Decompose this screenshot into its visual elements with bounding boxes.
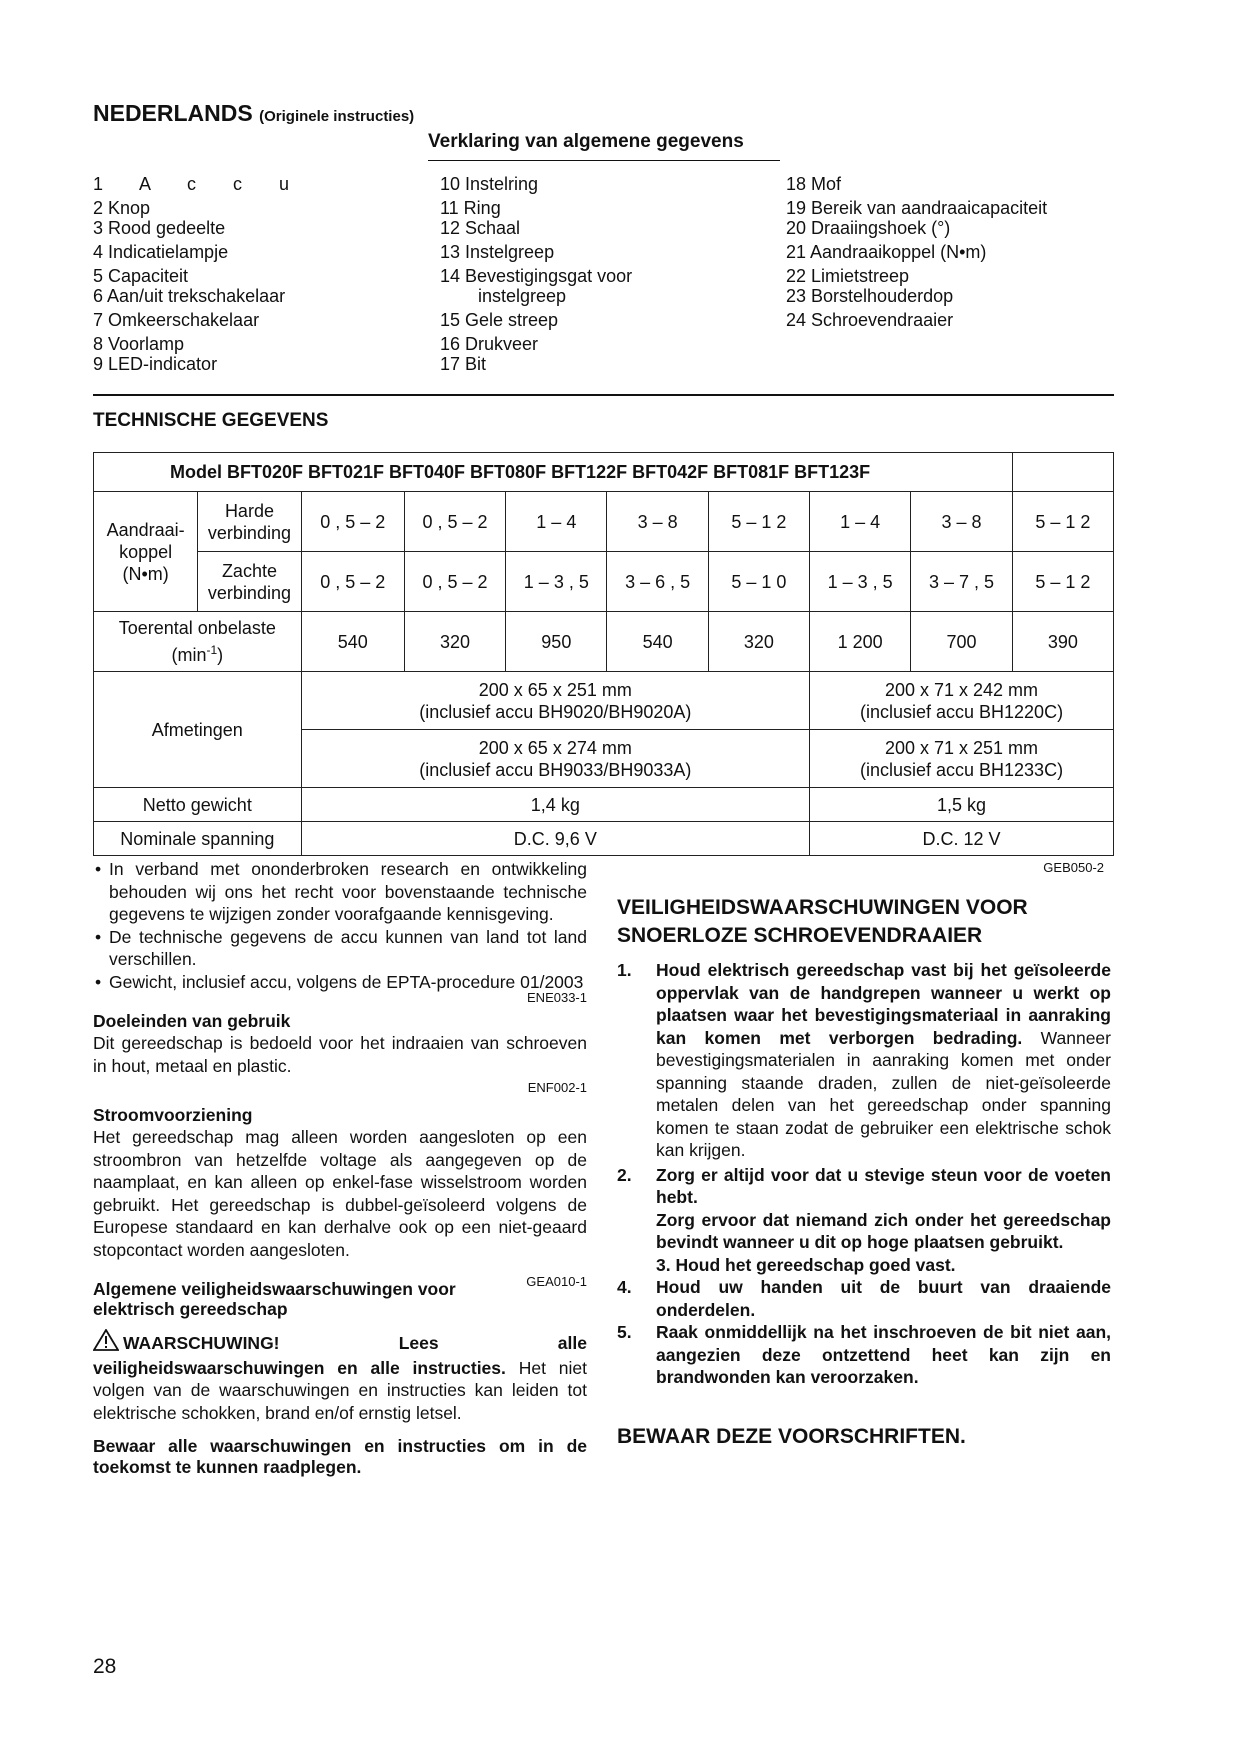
legend-item: instelgreep [478, 286, 567, 306]
list-item: • De technische gegevens de accu kunnen van land tot land verschillen. [93, 926, 587, 971]
legend-item: 23 Borstelhouderdop [786, 286, 954, 306]
hard-value: 3 – 8 [607, 492, 708, 552]
legend-item: 11 Ring [440, 198, 501, 218]
weight-value: 1,4 kg [301, 788, 809, 822]
list-item: • In verband met ononderbroken research en ontwikkeling behouden wij ons het recht voor bovenstaande technische gegevens te wijzigen zonder voorafgaande kennisgeving. [93, 858, 587, 926]
hard-value: 1 – 4 [810, 492, 911, 552]
power-text: Het gereedschap mag alleen worden aangesloten op een stroombron van hetzelfde voltage als aangegeven op de naamplaat, en kan alleen op enkel-fase wisselstroom worden gebruikt. Het gereedschap is dubbel-geïsoleerd volgens de Europese standaard en kan derhalve ook op een niet-geaard stopcontact worden aangesloten. [93, 1127, 587, 1260]
legend-column-3 [786, 174, 1047, 330]
page-title [93, 100, 414, 127]
dimensions-battery: (inclusief accu BH1233C) [859, 759, 1064, 780]
page-number: 28 [93, 1655, 117, 1678]
speed-label-text: Toerental onbelaste [118, 618, 276, 638]
item-bold: Zorg ervoor dat niemand zich onder het gereedschap bevindt wanneer u dit op hoge plaatsen gebruikt. [656, 1209, 1111, 1252]
dimensions-size: 200 x 71 x 251 mm [884, 737, 1039, 758]
item-number: 3. [656, 1254, 671, 1275]
hard-label: Harde verbinding [198, 492, 301, 552]
legend-divider [428, 160, 780, 161]
hard-value: 1 – 4 [506, 492, 607, 552]
soft-value: 0 , 5 – 2 [301, 552, 404, 612]
dimensions-value [301, 730, 809, 788]
weight-value: 1,5 kg [810, 788, 1114, 822]
soft-value: 0 , 5 – 2 [404, 552, 505, 612]
voltage-row [94, 822, 1114, 856]
use-title: Doeleinden van gebruik [93, 1010, 291, 1031]
speed-value: 540 [607, 612, 708, 672]
list-item [617, 1321, 1111, 1389]
warning-text: Het niet volgen van de waarschuwingen en instructies kan leiden tot elektrische schokken, brand en/of ernstig letsel. [93, 1357, 587, 1423]
warning-bold: WAARSCHUWING! Lees alle veiligheidswaarschuwingen en alle instructies. [93, 1333, 587, 1378]
legend-item: 3 Rood gedeelte [93, 218, 226, 238]
item-number: 1. [617, 960, 632, 980]
soft-value: 1 – 3 , 5 [810, 552, 911, 612]
list-item: • Gewicht, inclusief accu, volgens de EPTA-procedure 01/2003 [93, 971, 587, 994]
reference-code: ENF002-1 [527, 1080, 587, 1095]
dimensions-value [810, 672, 1114, 730]
legend-item: 17 Bit [440, 354, 487, 374]
spec-table [93, 452, 1114, 856]
model-header: Model BFT020F BFT021F BFT040F BFT080F BFT122F BFT042F BFT081F BFT123F [94, 453, 1013, 492]
legend-column-2 [440, 174, 632, 374]
dimensions-battery: (inclusief accu BH1220C) [859, 701, 1064, 722]
reference-code: GEA010-1 [526, 1274, 587, 1289]
item-number: 4. [617, 1277, 632, 1297]
legend-column-1 [93, 174, 305, 374]
legend-item: 16 Drukveer [440, 334, 539, 354]
dimensions-row-1 [94, 672, 1114, 730]
hard-value: 3 – 8 [911, 492, 1012, 552]
legend-item: 19 Bereik van aandraaicapaciteit [786, 198, 1048, 218]
soft-value: 5 – 1 0 [708, 552, 809, 612]
list-item [617, 1164, 1111, 1254]
speed-label [94, 612, 302, 672]
safety-list [617, 959, 1111, 1389]
legend-item: 15 Gele streep [440, 310, 559, 330]
item-bold: Houd uw handen uit de buurt van draaiende onderdelen. [656, 1277, 1111, 1320]
general-title: Algemene veiligheidswaarschuwingen voor elektrisch gereedschap [93, 1279, 456, 1319]
legend-item: 4 Indicatielampje [93, 242, 229, 262]
legend-item: 1 A c c u [93, 174, 306, 194]
dimensions-size: 200 x 65 x 251 mm [478, 679, 632, 700]
soft-label: Zachte verbinding [198, 552, 301, 612]
tech-title: TECHNISCHE GEGEVENS [93, 410, 329, 431]
general-safety-block [93, 1271, 587, 1319]
language-note: (Originele instructies) [259, 108, 415, 125]
legend-item: 14 Bevestigingsgat voor [440, 266, 633, 286]
hard-value: 5 – 1 2 [1012, 492, 1113, 552]
speed-value: 320 [404, 612, 505, 672]
save-instructions: BEWAAR DEZE VOORSCHRIFTEN. [617, 1425, 966, 1448]
notes-list [93, 858, 587, 993]
list-item [617, 959, 1111, 1162]
weight-label: Netto gewicht [94, 788, 302, 822]
dimensions-size: 200 x 71 x 242 mm [884, 679, 1039, 700]
list-item [617, 1254, 1111, 1277]
voltage-label: Nominale spanning [94, 822, 302, 856]
legend-item: 20 Draaiingshoek (°) [786, 218, 951, 238]
left-column [93, 858, 587, 1478]
legend-item: 24 Schroevendraaier [786, 310, 954, 330]
speed-value: 320 [708, 612, 809, 672]
reference-code: ENE033-1 [527, 990, 587, 1005]
legend-item: 18 Mof [786, 174, 842, 194]
warning-icon [93, 1329, 119, 1357]
soft-value: 3 – 7 , 5 [911, 552, 1012, 612]
legend-item: 22 Limietstreep [786, 266, 910, 286]
item-bold: Houd het gereedschap goed vast. [675, 1254, 956, 1275]
hard-value: 0 , 5 – 2 [301, 492, 404, 552]
legend-item: 9 LED-indicator [93, 354, 218, 374]
speed-value: 700 [911, 612, 1012, 672]
item-number: 2. [617, 1164, 632, 1185]
voltage-value: D.C. 9,6 V [301, 822, 809, 856]
torque-label: Aandraai- koppel (N•m) [94, 492, 198, 612]
item-bold: Houd elektrisch gereedschap vast bij het geïsoleerde oppervlak van de handgrepen wanneer u werkt op plaatsen waar het bevestigingsmateriaal in aanraking kan komen met verborgen bedrading. [656, 960, 1111, 1048]
speed-value: 1 200 [810, 612, 911, 672]
speed-unit-exponent: -1 [206, 643, 218, 657]
language-heading: NEDERLANDS [93, 100, 253, 126]
torque-hard-row [94, 492, 1114, 552]
item-bold: Raak onmiddellijk na het inschroeven de bit niet aan, aangezien deze ontzettend heet kan zijn en brandwonden kan veroorzaken. [656, 1322, 1111, 1387]
section-divider [93, 394, 1114, 396]
safety-title: VEILIGHEIDSWAARSCHUWINGEN VOOR SNOERLOZE SCHROEVENDRAAIER [617, 896, 1028, 947]
speed-row [94, 612, 1114, 672]
dimensions-battery: (inclusief accu BH9020/BH9020A) [419, 701, 692, 722]
voltage-value: D.C. 12 V [810, 822, 1114, 856]
soft-value: 3 – 6 , 5 [607, 552, 708, 612]
legend-item: 5 Capaciteit [93, 266, 189, 286]
warning-paragraph [93, 1329, 587, 1424]
legend-item: 6 Aan/uit trekschakelaar [93, 286, 286, 306]
hard-value: 0 , 5 – 2 [404, 492, 505, 552]
safety-items [617, 959, 1111, 1389]
dimensions-label: Afmetingen [94, 672, 302, 788]
keep-instructions: Bewaar alle waarschuwingen en instructies om in de toekomst te kunnen raadplegen. [93, 1436, 587, 1477]
torque-soft-row [94, 552, 1114, 612]
dimensions-value [301, 672, 809, 730]
list-item [617, 1276, 1111, 1321]
use-text: Dit gereedschap is bedoeld voor het indraaien van schroeven in hout, metaal en plastic. [93, 1033, 587, 1076]
legend-item: 10 Instelring [440, 174, 539, 194]
power-title: Stroomvoorziening [93, 1104, 253, 1125]
dimensions-battery: (inclusief accu BH9033/BH9033A) [419, 759, 692, 780]
weight-row [94, 788, 1114, 822]
soft-value: 5 – 1 2 [1012, 552, 1113, 612]
legend-item: 8 Voorlamp [93, 334, 185, 354]
dimensions-size: 200 x 65 x 274 mm [478, 737, 632, 758]
speed-value: 540 [301, 612, 404, 672]
hard-value: 5 – 1 2 [708, 492, 809, 552]
speed-value: 390 [1012, 612, 1113, 672]
dimensions-value [810, 730, 1114, 788]
speed-unit-close: ) [217, 645, 224, 665]
soft-value: 1 – 3 , 5 [506, 552, 607, 612]
spec-header-row [94, 453, 1114, 492]
legend-item: 7 Omkeerschakelaar [93, 310, 260, 330]
legend-title: Verklaring van algemene gegevens [428, 131, 744, 152]
reference-code: GEB050-2 [1043, 860, 1104, 875]
legend-item: 21 Aandraaikoppel (N•m) [786, 242, 987, 262]
speed-unit: (min [171, 645, 207, 665]
item-number: 5. [617, 1322, 632, 1342]
legend-item: 2 Knop [93, 198, 151, 218]
legend-item: 13 Instelgreep [440, 242, 555, 262]
item-text: Wanneer bevestigingsmaterialen in aanraking komen met onder spanning staande draden, zullen de niet-geïsoleerde metalen delen van het gereedschap onder spanning komen te staan zodat de gebruiker een elektrische schok kan krijgen. [656, 1027, 1111, 1160]
speed-value: 950 [506, 612, 607, 672]
legend-item: 12 Schaal [440, 218, 521, 238]
item-bold: Zorg er altijd voor dat u stevige steun voor de voeten hebt. [656, 1164, 1111, 1207]
empty-cell [1012, 453, 1113, 492]
